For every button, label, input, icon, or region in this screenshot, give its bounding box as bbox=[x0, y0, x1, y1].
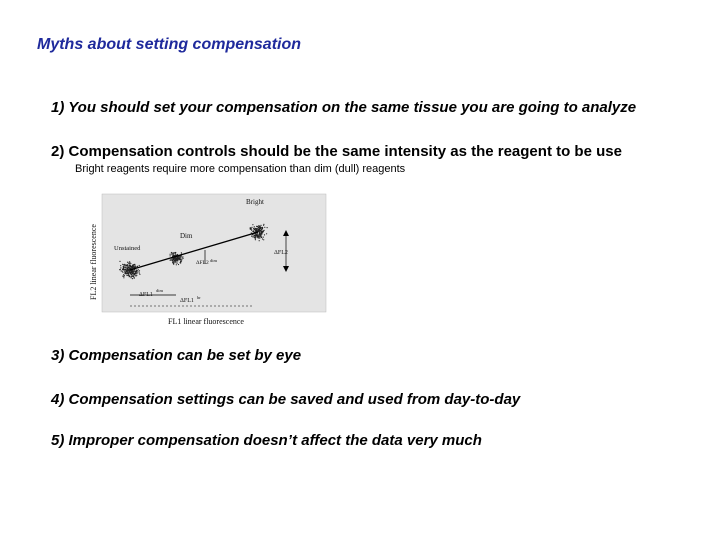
population-label-unstained: Unstained bbox=[114, 245, 141, 252]
plot-panel bbox=[102, 194, 326, 312]
annotation-dim-sup2: dim bbox=[156, 288, 164, 293]
y-axis-label: FL2 linear fluorescence bbox=[89, 224, 98, 300]
myth-2-note: Bright reagents require more compensation than dim (dull) reagents bbox=[75, 163, 406, 175]
annotation-delta-fl1-dim: ΔFL1 bbox=[139, 292, 153, 298]
compensation-diagram bbox=[84, 192, 330, 328]
slide-title: Myths about setting compensation bbox=[37, 36, 302, 53]
annotation-br-sup: br bbox=[197, 295, 201, 300]
myth-2: 2) Compensation controls should be the same intensity as the reagent to be use bbox=[51, 143, 622, 160]
annotation-delta-fl2: ΔFL2 bbox=[274, 250, 288, 256]
annotation-delta-fl2-dim: ΔFL2 bbox=[196, 260, 209, 266]
myth-5: 5) Improper compensation doesn’t affect the data very much bbox=[51, 432, 482, 449]
x-axis-label: FL1 linear fluorescence bbox=[168, 317, 244, 326]
myth-1: 1) You should set your compensation on the same tissue you are going to analyze bbox=[51, 99, 637, 116]
annotation-dim-sup: dim bbox=[210, 258, 218, 263]
myth-3: 3) Compensation can be set by eye bbox=[51, 347, 302, 364]
population-label-bright: Bright bbox=[246, 198, 264, 206]
population-label-dim: Dim bbox=[180, 232, 193, 240]
myth-4: 4) Compensation settings can be saved and used from day-to-day bbox=[51, 391, 521, 408]
annotation-delta-fl1: ΔFL1 bbox=[180, 298, 194, 304]
